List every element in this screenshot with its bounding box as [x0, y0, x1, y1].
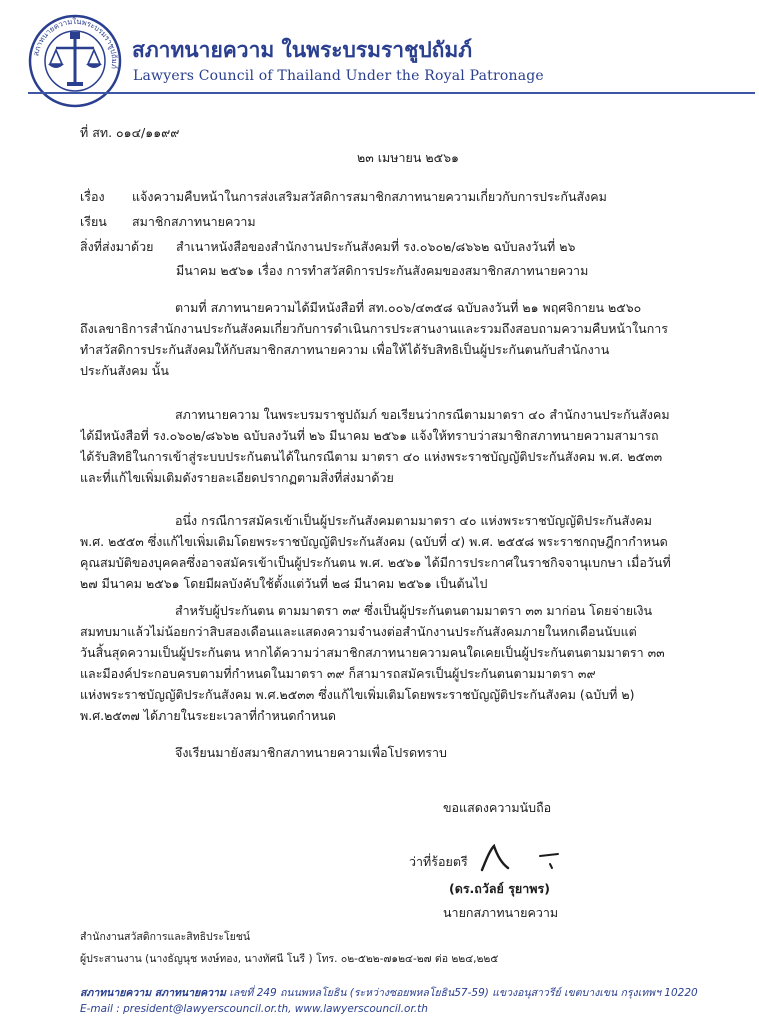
paragraph-line: และที่แก้ไขเพิ่มเติมดังรายละเอียดปรากฏตามสิ่งที่ส่งมาด้วย: [80, 470, 394, 485]
acting-rank-label: ว่าที่ร้อยตรี: [409, 854, 468, 869]
recipient-label: เรียน: [80, 214, 107, 229]
paragraph-line: ทำสวัสดิการประกันสังคมให้กับสมาชิกสภาทนายความ เพื่อให้ได้รับสิทธิเป็นผู้ประกันตนกับสำนักงาน: [80, 342, 610, 357]
paragraph-line: สำหรับผู้ประกันตน ตามมาตรา ๓๙ ซึ่งเป็นผู้ประกันตนตามมาตรา ๓๓ มาก่อน โดยจ่ายเงิน: [175, 603, 653, 618]
closing-request: จึงเรียนมายังสมาชิกสภาทนายความเพื่อโปรดทราบ: [175, 745, 447, 760]
paragraph-line: ประกันสังคม นั้น: [80, 363, 169, 378]
body-paragraph-2: [80, 404, 705, 488]
paragraph-line: ได้มีหนังสือที่ รง.๐๖๐๒/๘๖๖๒ ฉบับลงวันที่ ๒๖ มีนาคม ๒๕๖๑ แจ้งให้ทราบว่าสมาชิกสภาทนายความสามารถ: [80, 428, 659, 443]
header-divider: [28, 92, 755, 94]
paragraph-line: ถึงเลขาธิการสำนักงานประกันสังคมเกี่ยวกับการดำเนินการประสานงานและรวมถึงสอบถามความคืบหน้าในการ: [80, 321, 669, 336]
department-office: สำนักงานสวัสดิการและสิทธิประโยชน์: [80, 931, 251, 943]
organization-name-english: Lawyers Council of Thailand Under the Royal Patronage: [133, 68, 544, 84]
body-paragraph-1: [80, 297, 705, 381]
body-paragraph-3: [80, 510, 705, 594]
signoff: ขอแสดงความนับถือ: [443, 800, 552, 815]
paragraph-line: แห่งพระราชบัญญัติประกันสังคม พ.ศ.๒๕๓๓ ซึ่งแก้ไขเพิ่มเติมโดยพระราชบัญญัติประกันสังคม (ฉบับที่ ๒): [80, 687, 635, 702]
footer-address-line: [80, 986, 698, 1001]
paragraph-line: พ.ศ. ๒๕๕๓ ซึ่งแก้ไขเพิ่มเติมโดยพระราชบัญญัติประกันสังคม (ฉบับที่ ๔) พ.ศ. ๒๕๕๘ พระราชกฤษฎีกากำหนด: [80, 534, 668, 549]
svg-text:สภาทนายความในพระบรมราชูปถัมภ์: สภาทนายความในพระบรมราชูปถัมภ์: [31, 16, 120, 70]
paragraph-line: สมทบมาแล้วไม่น้อยกว่าสิบสองเดือนและแสดงความจำนงต่อสำนักงานประกันสังคมภายในหกเดือนนับแต่: [80, 624, 637, 639]
signatory-name: (ดร.ถวัลย์ รุยาพร): [449, 881, 550, 896]
paragraph-line: ๒๗ มีนาคม ๒๕๖๑ โดยมีผลบังคับใช้ตั้งแต่วันที่ ๒๘ มีนาคม ๒๕๖๑ เป็นต้นไป: [80, 576, 488, 591]
recipient-text: สมาชิกสภาทนายความ: [132, 214, 256, 229]
footer-address: เลขที่ 249 ถนนพหลโยธิน (ระหว่างซอยพหลโยธิน57-59) แขวงอนุสาวรีย์ เขตบางเขน กรุงเทพฯ 10220: [229, 987, 698, 999]
organization-name-thai: สภาทนายความ ในพระบรมราชูปถัมภ์: [132, 38, 473, 62]
enclosure-line-1: สำเนาหนังสือของสำนักงานประกันสังคมที่ รง.๐๖๐๒/๘๖๖๒ ฉบับลงวันที่ ๒๖: [176, 239, 576, 254]
paragraph-line: และมีองค์ประกอบครบตามที่กำหนดในมาตรา ๓๙ ก็สามารถสมัครเป็นผู้ประกันตนตามมาตรา ๓๙: [80, 666, 596, 681]
body-paragraph-4: [80, 600, 705, 726]
paragraph-line: สภาทนายความ ในพระบรมราชูปถัมภ์ ขอเรียนว่ากรณีตามมาตรา ๔๐ สำนักงานประกันสังคม: [175, 407, 670, 422]
coordinator-contact: ผู้ประสานงาน (นางธัญนุช หงษ์ทอง, นางทัศนี โนรี ) โทร. ๐๒-๕๒๒-๗๑๒๔-๒๗ ต่อ ๒๒๔,๒๒๕: [80, 953, 499, 965]
footer-contact: E-mail : president@lawyerscouncil.or.th, www.lawyerscouncil.or.th: [80, 1003, 428, 1015]
subject-text: แจ้งความคืบหน้าในการส่งเสริมสวัสดิการสมาชิกสภาทนายความเกี่ยวกับการประกันสังคม: [132, 189, 607, 204]
subject-label: เรื่อง: [80, 189, 105, 204]
enclosure-line-2: มีนาคม ๒๕๖๑ เรื่อง การทำสวัสดิการประกันสังคมของสมาชิกสภาทนายความ: [176, 263, 589, 278]
document-date: ๒๓ เมษายน ๒๕๖๑: [357, 150, 459, 165]
paragraph-line: อนึ่ง กรณีการสมัครเข้าเป็นผู้ประกันสังคมตามมาตรา ๔๐ แห่งพระราชบัญญัติประกันสังคม: [175, 513, 652, 528]
paragraph-line: ได้รับสิทธิในการเข้าสู่ระบบประกันตนได้ในกรณีตาม มาตรา ๔๐ แห่งพระราชบัญญัติประกันสังคม พ.ศ. ๒๕๓๓: [80, 449, 663, 464]
signatory-title: นายกสภาทนายความ: [443, 905, 559, 920]
paragraph-line: พ.ศ.๒๕๓๗ ได้ภายในระยะเวลาที่กำหนดกำหนด: [80, 708, 337, 723]
paragraph-line: คุณสมบัติของบุคคลซึ่งอาจสมัครเข้าเป็นผู้ประกันตน พ.ศ. ๒๕๖๑ ได้มีการประกาศในราชกิจจานุเบกษา เมื่อวันที่: [80, 555, 671, 570]
handwritten-signature: [474, 842, 574, 874]
paragraph-line: ตามที่ สภาทนายความได้มีหนังสือที่ สท.๐๐๖/๔๓๕๘ ฉบับลงวันที่ ๒๑ พฤศจิกายน ๒๕๖๐: [175, 300, 642, 315]
enclosure-label: สิ่งที่ส่งมาด้วย: [80, 239, 154, 254]
footer-organization: สภาทนายความ สภาทนายความ: [80, 987, 226, 999]
paragraph-line: วันสิ้นสุดความเป็นผู้ประกันตน หากได้ความว่าสมาชิกสภาทนายความคนใดเคยเป็นผู้ประกันตนตามมาตรา ๓๓: [80, 645, 665, 660]
document-number: ที่ สท. ๐๑๔/๑๑๙๙: [80, 125, 180, 140]
